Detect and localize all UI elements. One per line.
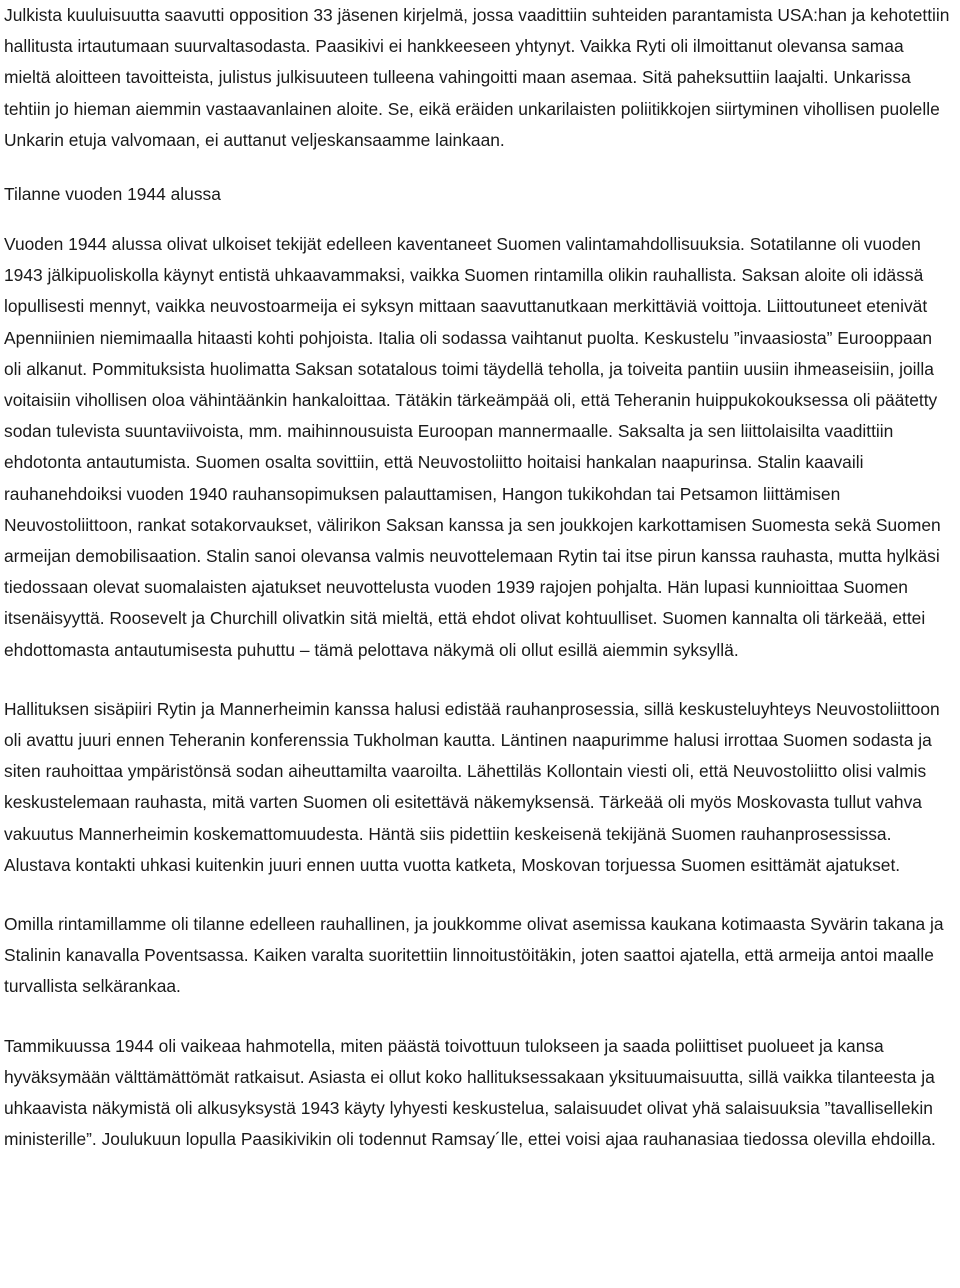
body-paragraph: Hallituksen sisäpiiri Rytin ja Mannerheimin kanssa halusi edistää rauhanprosessia, sillä keskusteluyhteys Neuvostoliittoon oli avattu juuri ennen Teheranin konferenssia Tukholman kautta. Läntinen naapurimme halusi irrottaa Suomen sodasta ja siten rauhoittaa ympäristönsä sodan aiheuttamilta vaaroilta. Lähettiläs Kollontain viesti oli, että Neuvostoliitto olisi valmis keskustelemaan rauhasta, mitä varten Suomen oli esitettävä näkemyksensä. Tärkeää oli myös Moskovasta tullut vahva vakuutus Mannerheimin koskemattomuudesta. Häntä siis pidettiin keskeisenä tekijänä Suomen rauhanprosessissa. Alustava kontakti uhkasi kuitenkin juuri ennen uutta vuotta katketa, Moskovan torjuessa Suomen esittämät ajatukset. <box>4 698 940 875</box>
body-paragraph: Vuoden 1944 alussa olivat ulkoiset tekijät edelleen kaventaneet Suomen valintamahdollisuuksia. Sotatilanne oli vuoden 1943 jälkipuoliskolla käynyt entistä uhkaavammaksi, vaikka Suomen rintamilla olikin rauhallista. Saksan aloite oli idässä lopullisesti mennyt, vaikka neuvostoarmeija ei syksyn mittaan saavuttanutkaan merkittäviä voittoja. Liittoutuneet etenivät Apenniinien niemimaalla hitaasti kohti pohjoista. Italia oli sodassa vaihtanut puolta. Keskustelu ”invaasiosta” Eurooppaan oli alkanut. Pommituksista huolimatta Saksan sotatalous toimi täydellä teholla, ja toiveita pantiin uusiin ihmeaseisiin, joilla voitaisiin vihollisen oloa vähintäänkin hankaloittaa. Tätäkin tärkeämpää oli, että Teheranin huippukokouksessa oli päätetty sodan tulevista suuntaviivoista, mm. maihinnousuista Euroopan mannermaalle. Saksalta ja sen liittolaisilta vaadittiin ehdotonta antautumista. Suomen osalta sovittiin, että Neuvostoliitto hoitaisi hankalan naapurinsa. Stalin kaavaili rauhanehdoiksi vuoden 1940 rauhansopimuksen palauttamisen, Hangon tukikohdan tai Petsamon liittämisen Neuvostoliittoon, rankat sotakorvaukset, välirikon Saksan kanssa ja sen joukkojen karkottamisen Suomesta sekä Suomen armeijan demobilisaation. Stalin sanoi olevansa valmis neuvottelemaan Rytin tai itse pirun kanssa rauhasta, mutta hylkäsi tiedossaan olevat suomalaisten ajatukset neuvottelusta vuoden 1939 rajojen pohjalta. Hän lupasi kunnioittaa Suomen itsenäisyyttä. Roosevelt ja Churchill olivatkin sitä mieltä, että ehdot olivat kohtuulliset. Suomen kannalta oli tärkeää, ettei ehdottomasta antautumisesta puhuttu – tämä pelottava näkymä oli ollut esillä aiemmin syksyllä. <box>4 234 941 660</box>
section-heading: Tilanne vuoden 1944 alussa <box>4 184 221 205</box>
body-paragraph: Omilla rintamillamme oli tilanne edelleen rauhallinen, ja joukkomme olivat asemissa kaukana kotimaasta Syvärin takana ja Stalinin kanavalla Poventsassa. Kaiken varalta suoritettiin linnoitustöitäkin, joten saattoi ajatella, että armeija antoi maalle turvallista selkärankaa. <box>4 914 944 997</box>
body-paragraph: Tammikuussa 1944 oli vaikeaa hahmotella, miten päästä toivottuun tulokseen ja saada poliittiset puolueet ja kansa hyväksymään välttämättömät ratkaisut. Asiasta ei ollut koko hallituksessakaan yksituumaisuutta, sillä vaikka tilanteesta ja uhkaavista näkymistä oli alkusyksystä 1943 käyty lyhyesti keskustelua, salaisuudet olivat yhä salaisuuksia ”tavallisellekin ministerille”. Joulukuun lopulla Paasikivikin oli todennut Ramsay´lle, ettei voisi ajaa rauhanasiaa tiedossa olevilla ehdoilla. <box>4 1035 936 1150</box>
intro-paragraph: Julkista kuuluisuutta saavutti opposition 33 jäsenen kirjelmä, jossa vaadittiin suhteiden parantamista USA:han ja kehotettiin hallitusta irtautumaan suurvaltasodasta. Paasikivi ei hankkeeseen yhtynyt. Vaikka Ryti oli ilmoittanut olevansa samaa mieltä aloitteen tavoitteista, julistus julkisuuteen tulleena vahingoitti maan asemaa. Sitä paheksuttiin laajalti. Unkarissa tehtiin jo hieman aiemmin vastaavanlainen aloite. Se, eikä eräiden unkarilaisten poliitikkojen siirtyminen vihollisen puolelle Unkarin etuja valvomaan, ei auttanut veljeskansaamme lainkaan. <box>4 5 950 150</box>
